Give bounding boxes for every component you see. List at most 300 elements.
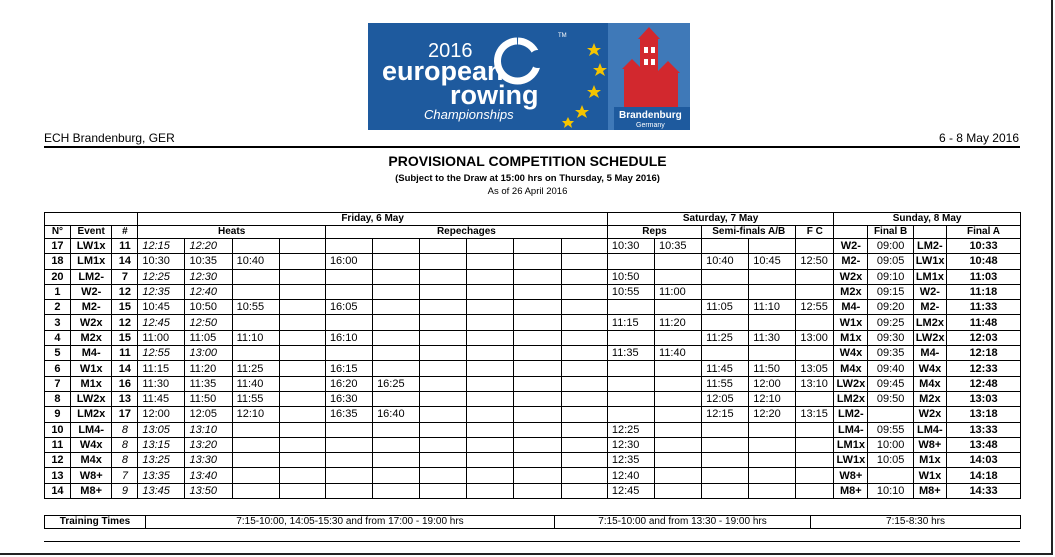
semifinal-time-cell xyxy=(749,468,796,483)
repechage-time-cell xyxy=(514,254,561,269)
repechage-time-cell xyxy=(325,468,372,483)
repechage-time-cell xyxy=(467,284,514,299)
final-b-time-cell xyxy=(868,407,913,422)
heat-time-cell: 13:35 xyxy=(138,468,185,483)
event-code-cell: W2- xyxy=(70,284,112,299)
heat-time-cell xyxy=(279,254,325,269)
repechage-time-cell xyxy=(561,391,607,406)
reps-time-cell xyxy=(655,453,702,468)
final-b-event-cell: LM4- xyxy=(834,422,868,437)
final-b-event-cell: M4- xyxy=(834,300,868,315)
heat-time-cell: 12:35 xyxy=(138,284,185,299)
semifinal-time-cell: 11:50 xyxy=(749,361,796,376)
repechage-time-cell xyxy=(325,453,372,468)
training-row xyxy=(45,516,1021,529)
final-b-time-cell: 09:55 xyxy=(868,422,913,437)
final-c-time-cell xyxy=(796,468,834,483)
final-a-time-cell: 14:18 xyxy=(947,468,1021,483)
reps-time-cell xyxy=(607,407,654,422)
heat-time-cell: 13:30 xyxy=(185,453,232,468)
semifinal-time-cell xyxy=(702,437,749,452)
reps-time-cell xyxy=(655,330,702,345)
heat-time-cell: 13:00 xyxy=(185,346,232,361)
repechage-time-cell xyxy=(561,330,607,345)
final-a-event-cell: M1x xyxy=(913,453,946,468)
reps-time-cell: 11:00 xyxy=(655,284,702,299)
final-b-event-cell: W1x xyxy=(834,315,868,330)
heat-time-cell: 13:25 xyxy=(138,453,185,468)
heat-time-cell xyxy=(279,391,325,406)
repechage-time-cell xyxy=(561,239,607,254)
table-row xyxy=(45,315,1021,330)
repechage-time-cell: 16:30 xyxy=(325,391,372,406)
repechage-time-cell xyxy=(514,315,561,330)
repechage-time-cell xyxy=(561,407,607,422)
semifinal-time-cell: 12:05 xyxy=(702,391,749,406)
reps-time-cell xyxy=(607,330,654,345)
final-a-event-cell: LM4- xyxy=(913,422,946,437)
repechage-time-cell xyxy=(373,330,420,345)
semifinal-time-cell xyxy=(749,483,796,498)
repechage-time-cell: 16:40 xyxy=(373,407,420,422)
crew-count-cell: 17 xyxy=(112,407,138,422)
repechage-time-cell xyxy=(561,254,607,269)
repechage-time-cell xyxy=(467,330,514,345)
repechage-time-cell xyxy=(373,437,420,452)
final-a-time-cell: 10:48 xyxy=(947,254,1021,269)
repechage-time-cell xyxy=(420,437,467,452)
heat-time-cell xyxy=(232,346,279,361)
final-b-event-cell: W2x xyxy=(834,269,868,284)
repechage-time-cell xyxy=(514,407,561,422)
semifinal-time-cell xyxy=(749,239,796,254)
event-code-cell: LW1x xyxy=(70,239,112,254)
logo-country: Germany xyxy=(636,122,665,129)
heat-time-cell xyxy=(279,468,325,483)
final-b-event-cell: LW2x xyxy=(834,376,868,391)
repechage-time-cell xyxy=(420,483,467,498)
heat-time-cell: 11:30 xyxy=(138,376,185,391)
event-code-cell: M4- xyxy=(70,346,112,361)
heat-time-cell: 10:45 xyxy=(138,300,185,315)
heat-time-cell: 13:20 xyxy=(185,437,232,452)
repechage-time-cell xyxy=(514,376,561,391)
table-row xyxy=(45,422,1021,437)
event-number-cell: 10 xyxy=(45,422,71,437)
heat-time-cell xyxy=(232,483,279,498)
heat-time-cell: 10:40 xyxy=(232,254,279,269)
repechage-time-cell xyxy=(561,376,607,391)
repechage-time-cell xyxy=(420,269,467,284)
semifinal-time-cell: 10:45 xyxy=(749,254,796,269)
day-header-friday: Friday, 6 May xyxy=(138,213,608,226)
final-a-time-cell: 11:48 xyxy=(947,315,1021,330)
event-code-cell: LM2- xyxy=(70,269,112,284)
reps-time-cell: 11:20 xyxy=(655,315,702,330)
final-b-time-cell: 10:10 xyxy=(868,483,913,498)
repechage-time-cell xyxy=(373,391,420,406)
table-row xyxy=(45,376,1021,391)
repechage-time-cell xyxy=(420,361,467,376)
heat-time-cell xyxy=(232,437,279,452)
col-header-event: Event xyxy=(70,226,112,239)
training-saturday: 7:15-10:00 and from 13:30 - 19:00 hrs xyxy=(555,516,811,529)
event-code-cell: M2- xyxy=(70,300,112,315)
event-number-cell: 1 xyxy=(45,284,71,299)
semifinal-time-cell xyxy=(749,422,796,437)
repechage-time-cell xyxy=(514,483,561,498)
repechage-time-cell: 16:00 xyxy=(325,254,372,269)
final-b-time-cell: 09:10 xyxy=(868,269,913,284)
heat-time-cell: 11:00 xyxy=(138,330,185,345)
final-a-event-cell: W2- xyxy=(913,284,946,299)
repechage-time-cell xyxy=(467,483,514,498)
heat-time-cell: 12:00 xyxy=(138,407,185,422)
heat-time-cell: 12:20 xyxy=(185,239,232,254)
repechage-time-cell xyxy=(420,376,467,391)
final-c-time-cell: 13:10 xyxy=(796,376,834,391)
event-number-cell: 9 xyxy=(45,407,71,422)
repechage-time-cell xyxy=(467,315,514,330)
heat-time-cell xyxy=(279,330,325,345)
semifinal-time-cell: 12:15 xyxy=(702,407,749,422)
reps-time-cell xyxy=(607,361,654,376)
reps-time-cell xyxy=(607,254,654,269)
semifinal-time-cell: 12:10 xyxy=(749,391,796,406)
final-b-event-cell: M1x xyxy=(834,330,868,345)
reps-time-cell xyxy=(655,437,702,452)
reps-time-cell xyxy=(607,391,654,406)
final-c-time-cell: 13:15 xyxy=(796,407,834,422)
final-b-event-cell: W8+ xyxy=(834,468,868,483)
event-code-cell: W8+ xyxy=(70,468,112,483)
event-number-cell: 5 xyxy=(45,346,71,361)
repechage-time-cell xyxy=(420,422,467,437)
heat-time-cell: 11:45 xyxy=(138,391,185,406)
table-row xyxy=(45,391,1021,406)
repechage-time-cell xyxy=(373,315,420,330)
final-b-time-cell: 09:35 xyxy=(868,346,913,361)
event-code-cell: W1x xyxy=(70,361,112,376)
final-a-time-cell: 14:03 xyxy=(947,453,1021,468)
reps-time-cell: 11:35 xyxy=(607,346,654,361)
repechage-time-cell xyxy=(325,284,372,299)
logo-line3: Championships xyxy=(424,107,514,122)
final-c-time-cell xyxy=(796,269,834,284)
heat-time-cell xyxy=(279,300,325,315)
reps-time-cell: 12:40 xyxy=(607,468,654,483)
repechage-time-cell xyxy=(467,407,514,422)
repechage-time-cell: 16:20 xyxy=(325,376,372,391)
training-sunday: 7:15-8:30 hrs xyxy=(811,516,1021,529)
heat-time-cell: 10:50 xyxy=(185,300,232,315)
semifinal-time-cell: 10:40 xyxy=(702,254,749,269)
semifinal-time-cell: 12:00 xyxy=(749,376,796,391)
event-number-cell: 17 xyxy=(45,239,71,254)
repechage-time-cell xyxy=(467,376,514,391)
heat-time-cell: 11:35 xyxy=(185,376,232,391)
reps-time-cell xyxy=(655,361,702,376)
final-a-time-cell: 10:33 xyxy=(947,239,1021,254)
final-a-event-cell: W8+ xyxy=(913,437,946,452)
semifinal-time-cell xyxy=(702,422,749,437)
table-row xyxy=(45,407,1021,422)
final-a-event-cell: M2- xyxy=(913,300,946,315)
repechage-time-cell xyxy=(561,284,607,299)
semifinal-time-cell xyxy=(749,453,796,468)
crew-count-cell: 9 xyxy=(112,483,138,498)
repechage-time-cell xyxy=(373,300,420,315)
event-code-cell: M4x xyxy=(70,453,112,468)
final-a-event-cell: LM1x xyxy=(913,269,946,284)
col-header-reps: Reps xyxy=(607,226,701,239)
col-header-finala: Final A xyxy=(947,226,1021,239)
event-code-cell: LM2x xyxy=(70,407,112,422)
as-of-date: As of 26 April 2016 xyxy=(487,186,568,197)
event-number-cell: 2 xyxy=(45,300,71,315)
heat-time-cell: 11:10 xyxy=(232,330,279,345)
table-row xyxy=(45,346,1021,361)
heat-time-cell xyxy=(279,239,325,254)
event-number-cell: 3 xyxy=(45,315,71,330)
semifinal-time-cell: 11:30 xyxy=(749,330,796,345)
logo-year: 2016 xyxy=(428,40,473,62)
final-b-time-cell: 09:50 xyxy=(868,391,913,406)
reps-time-cell: 10:55 xyxy=(607,284,654,299)
reps-time-cell: 12:35 xyxy=(607,453,654,468)
heat-time-cell xyxy=(232,453,279,468)
final-b-event-cell: M8+ xyxy=(834,483,868,498)
repechage-time-cell xyxy=(373,361,420,376)
semifinal-time-cell: 11:10 xyxy=(749,300,796,315)
event-code-cell: LM4- xyxy=(70,422,112,437)
day-header-sunday: Sunday, 8 May xyxy=(834,213,1021,226)
semifinal-time-cell xyxy=(702,483,749,498)
heat-time-cell: 11:20 xyxy=(185,361,232,376)
final-a-time-cell: 11:18 xyxy=(947,284,1021,299)
repechage-time-cell xyxy=(420,239,467,254)
repechage-time-cell: 16:15 xyxy=(325,361,372,376)
heat-time-cell xyxy=(279,269,325,284)
repechage-time-cell xyxy=(561,453,607,468)
repechage-time-cell xyxy=(467,254,514,269)
repechage-time-cell xyxy=(325,422,372,437)
final-b-time-cell: 09:20 xyxy=(868,300,913,315)
repechage-time-cell xyxy=(561,468,607,483)
final-b-time-cell: 09:15 xyxy=(868,284,913,299)
heat-time-cell: 12:25 xyxy=(138,269,185,284)
final-c-time-cell xyxy=(796,483,834,498)
semifinal-time-cell: 11:25 xyxy=(702,330,749,345)
final-a-time-cell: 13:48 xyxy=(947,437,1021,452)
event-code-cell: M2x xyxy=(70,330,112,345)
final-a-time-cell: 12:33 xyxy=(947,361,1021,376)
venue-label: ECH Brandenburg, GER xyxy=(44,131,175,145)
repechage-time-cell xyxy=(373,468,420,483)
event-number-cell: 4 xyxy=(45,330,71,345)
crew-count-cell: 12 xyxy=(112,284,138,299)
event-number-cell: 7 xyxy=(45,376,71,391)
table-row xyxy=(45,269,1021,284)
repechage-time-cell xyxy=(467,468,514,483)
event-number-cell: 11 xyxy=(45,437,71,452)
final-b-event-cell: M4x xyxy=(834,361,868,376)
final-c-time-cell xyxy=(796,391,834,406)
reps-time-cell xyxy=(655,376,702,391)
logo-line2: rowing xyxy=(450,80,539,110)
repechage-time-cell xyxy=(325,239,372,254)
final-a-event-cell: W4x xyxy=(913,361,946,376)
repechage-time-cell xyxy=(325,346,372,361)
final-c-time-cell: 13:05 xyxy=(796,361,834,376)
reps-time-cell xyxy=(655,300,702,315)
training-times-table xyxy=(44,515,1021,529)
col-header-finalb: Final B xyxy=(868,226,913,239)
final-c-time-cell xyxy=(796,437,834,452)
heat-time-cell: 12:50 xyxy=(185,315,232,330)
blank-header xyxy=(45,213,138,226)
semifinal-time-cell xyxy=(702,346,749,361)
final-c-time-cell xyxy=(796,453,834,468)
repechage-time-cell xyxy=(514,346,561,361)
repechage-time-cell: 16:05 xyxy=(325,300,372,315)
final-c-time-cell: 12:50 xyxy=(796,254,834,269)
repechage-time-cell xyxy=(467,391,514,406)
event-number-cell: 8 xyxy=(45,391,71,406)
repechage-time-cell xyxy=(514,422,561,437)
repechage-time-cell xyxy=(561,315,607,330)
repechage-time-cell xyxy=(467,361,514,376)
repechage-time-cell xyxy=(514,269,561,284)
repechage-time-cell xyxy=(373,422,420,437)
semifinal-time-cell: 11:45 xyxy=(702,361,749,376)
final-a-time-cell: 11:33 xyxy=(947,300,1021,315)
logo-city: Brandenburg xyxy=(619,110,682,121)
repechage-time-cell xyxy=(561,483,607,498)
semifinal-time-cell xyxy=(702,453,749,468)
col-header-count: # xyxy=(112,226,138,239)
final-c-time-cell xyxy=(796,239,834,254)
heat-time-cell: 11:05 xyxy=(185,330,232,345)
event-code-cell: M1x xyxy=(70,376,112,391)
repechage-time-cell xyxy=(373,239,420,254)
table-row xyxy=(45,483,1021,498)
heat-time-cell: 12:05 xyxy=(185,407,232,422)
heat-time-cell xyxy=(232,239,279,254)
semifinal-time-cell: 12:20 xyxy=(749,407,796,422)
crew-count-cell: 16 xyxy=(112,376,138,391)
repechage-time-cell xyxy=(467,300,514,315)
repechage-time-cell xyxy=(561,422,607,437)
repechage-time-cell xyxy=(325,483,372,498)
reps-time-cell xyxy=(655,254,702,269)
crew-count-cell: 15 xyxy=(112,330,138,345)
repechage-time-cell xyxy=(514,453,561,468)
final-a-event-cell: LM2- xyxy=(913,239,946,254)
final-a-event-cell: LW2x xyxy=(913,330,946,345)
heat-time-cell: 12:15 xyxy=(138,239,185,254)
crew-count-cell: 12 xyxy=(112,315,138,330)
semifinal-time-cell xyxy=(702,239,749,254)
final-b-time-cell xyxy=(868,468,913,483)
final-a-event-cell: W1x xyxy=(913,468,946,483)
reps-time-cell xyxy=(655,483,702,498)
reps-time-cell xyxy=(655,269,702,284)
final-b-time-cell: 09:05 xyxy=(868,254,913,269)
crew-count-cell: 13 xyxy=(112,391,138,406)
col-header-heats: Heats xyxy=(138,226,326,239)
final-a-event-cell: M4- xyxy=(913,346,946,361)
footer-divider xyxy=(44,541,1020,542)
repechage-time-cell xyxy=(514,391,561,406)
final-c-time-cell xyxy=(796,422,834,437)
repechage-time-cell: 16:25 xyxy=(373,376,420,391)
final-a-time-cell: 11:03 xyxy=(947,269,1021,284)
final-b-event-cell: LM1x xyxy=(834,437,868,452)
semifinal-time-cell xyxy=(702,468,749,483)
final-b-time-cell: 09:25 xyxy=(868,315,913,330)
heat-time-cell: 13:05 xyxy=(138,422,185,437)
final-b-time-cell: 09:45 xyxy=(868,376,913,391)
heat-time-cell xyxy=(232,422,279,437)
repechage-time-cell xyxy=(420,407,467,422)
heat-time-cell: 11:55 xyxy=(232,391,279,406)
repechage-time-cell xyxy=(467,239,514,254)
semifinal-time-cell xyxy=(702,284,749,299)
event-code-cell: M8+ xyxy=(70,483,112,498)
repechage-time-cell xyxy=(373,346,420,361)
repechage-time-cell xyxy=(514,300,561,315)
heat-time-cell: 11:40 xyxy=(232,376,279,391)
repechage-time-cell xyxy=(514,437,561,452)
final-c-time-cell xyxy=(796,315,834,330)
reps-time-cell: 10:30 xyxy=(607,239,654,254)
repechage-time-cell xyxy=(373,453,420,468)
final-b-event-cell: LM2- xyxy=(834,407,868,422)
repechage-time-cell xyxy=(514,330,561,345)
repechage-time-cell xyxy=(420,254,467,269)
heat-time-cell xyxy=(232,315,279,330)
final-a-event-cell: M4x xyxy=(913,376,946,391)
reps-time-cell: 11:40 xyxy=(655,346,702,361)
heat-time-cell: 12:10 xyxy=(232,407,279,422)
table-row xyxy=(45,330,1021,345)
heat-time-cell xyxy=(232,269,279,284)
repechage-time-cell xyxy=(561,346,607,361)
repechage-time-cell xyxy=(420,300,467,315)
heat-time-cell xyxy=(279,284,325,299)
final-a-event-cell: M2x xyxy=(913,391,946,406)
repechage-time-cell xyxy=(467,453,514,468)
final-b-event-cell: W2- xyxy=(834,239,868,254)
heat-time-cell xyxy=(279,437,325,452)
repechage-time-cell xyxy=(325,269,372,284)
repechage-time-cell xyxy=(467,346,514,361)
crew-count-cell: 14 xyxy=(112,254,138,269)
repechage-time-cell xyxy=(420,453,467,468)
col-header-finalb-event xyxy=(834,226,868,239)
heat-time-cell xyxy=(279,483,325,498)
event-code-cell: W2x xyxy=(70,315,112,330)
col-header-repechages: Repechages xyxy=(325,226,607,239)
crew-count-cell: 11 xyxy=(112,239,138,254)
heat-time-cell: 12:40 xyxy=(185,284,232,299)
header-divider xyxy=(44,146,1020,148)
heat-time-cell: 10:30 xyxy=(138,254,185,269)
col-header-semifinals: Semi-finals A/B xyxy=(702,226,796,239)
heat-time-cell: 11:15 xyxy=(138,361,185,376)
final-b-event-cell: LM2x xyxy=(834,391,868,406)
